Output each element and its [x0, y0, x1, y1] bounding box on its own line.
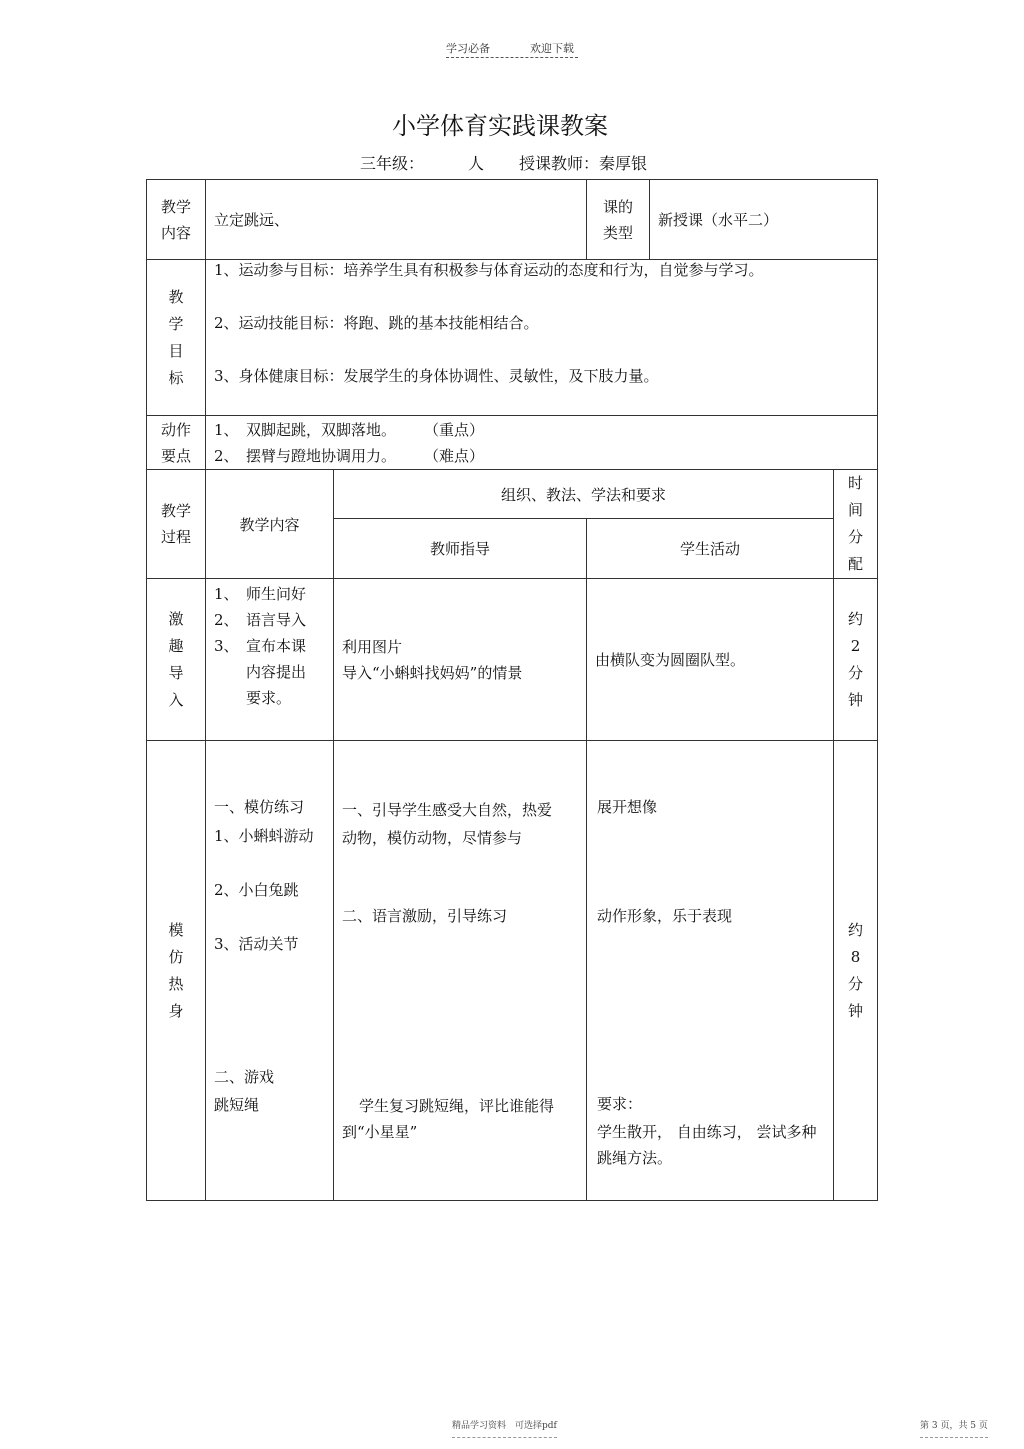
teacher-label: 授课教师：秦厚银 — [519, 154, 648, 173]
header-left-text: 学习必备 — [446, 42, 490, 55]
intro-item-3-text: 宣布本课内容提出要求。 — [246, 637, 307, 707]
stage-intro-time-cell — [834, 579, 878, 741]
type-value-cell — [650, 180, 878, 260]
warmup-student-p1: 展开想像 — [597, 798, 658, 816]
stage-intro-content-cell — [206, 579, 334, 741]
warmup-time-4: 钟 — [848, 1001, 864, 1020]
warmup-teacher-p2: 二、语言激励，引导练习 — [342, 907, 508, 925]
header-right-text: 欢迎下载 — [530, 42, 574, 55]
type-label: 课的类型 — [603, 197, 634, 242]
keypoint-2 — [214, 443, 877, 469]
col-time-header-cell — [834, 470, 878, 579]
row-stage-warmup — [147, 741, 878, 1201]
footer-right-rule — [920, 1437, 988, 1438]
keypoints-cell — [206, 416, 878, 470]
footer-left — [452, 1418, 557, 1438]
intro-time-2: 2 — [850, 636, 861, 655]
intro-item-3-num: 3、 — [214, 637, 239, 655]
intro-item-1-num: 1、 — [214, 585, 239, 603]
type-label-cell — [587, 180, 650, 260]
warmup-student-p3-body: 学生散开， 自由练习， 尝试多种跳绳方法。 — [597, 1123, 817, 1167]
col-content-header: 教学内容 — [206, 470, 334, 579]
warmup-time-3: 分 — [848, 974, 864, 993]
col-student-header: 学生活动 — [587, 519, 834, 579]
keypoint-1-num: 1、 — [214, 420, 239, 439]
row-content — [147, 180, 878, 260]
header-dashed-rule — [446, 57, 578, 58]
keypoints-label-cell — [147, 416, 206, 470]
warmup-student-p2: 动作形象，乐于表现 — [597, 907, 733, 925]
type-value: 新授课（水平二） — [658, 211, 779, 229]
col-time-header: 时间分配 — [848, 474, 864, 573]
intro-item-3 — [206, 633, 333, 711]
warmup-item-1: 1、小蝌蚪游动 — [214, 827, 314, 845]
intro-item-2 — [206, 607, 333, 633]
warmup-teacher-p1: 一、引导学生感受大自然，热爱动物，模仿动物，尽情参与 — [342, 801, 553, 847]
content-value: 立定跳远、 — [214, 211, 290, 229]
keypoint-1-text: 双脚起跳，双脚落地。 — [246, 420, 397, 439]
intro-time-4: 钟 — [848, 690, 864, 709]
objective-3: 3、身体健康目标：发展学生的身体协调性、灵敏性，及下肢力量。 — [214, 367, 659, 385]
stage-intro-label-cell — [147, 579, 206, 741]
objectives-label-cell — [147, 260, 206, 416]
intro-item-2-text: 语言导入 — [246, 611, 307, 629]
footer-left-text: 精品学习资料 可选择pdf — [452, 1421, 557, 1431]
stage-warmup-student-cell — [587, 741, 834, 1201]
student-count-label: 人 — [468, 154, 485, 173]
keypoint-1 — [214, 417, 877, 443]
intro-item-1-text: 师生问好 — [246, 585, 307, 603]
intro-teacher-line-1: 利用图片 — [342, 637, 403, 656]
grade-label: 三年级： — [360, 154, 425, 173]
content-label: 教学内容 — [160, 197, 191, 242]
warmup-section-2: 二、游戏 — [214, 1068, 275, 1086]
intro-item-2-num: 2、 — [214, 611, 239, 629]
warmup-teacher-p3: 学生复习跳短绳，评比谁能得到“小星星” — [342, 1097, 555, 1141]
intro-time-1: 约 — [848, 609, 864, 628]
objective-1: 1、运动参与目标：培养学生具有积极参与体育运动的态度和行为，自觉参与学习。 — [214, 261, 764, 279]
col-teacher-header: 教师指导 — [334, 519, 587, 579]
content-label-cell — [147, 180, 206, 260]
objectives-cell — [206, 260, 878, 416]
row-keypoints — [147, 416, 878, 470]
row-objectives — [147, 260, 878, 416]
keypoint-2-text: 摆臂与蹬地协调用力。 — [246, 446, 397, 465]
lesson-plan-table — [146, 179, 878, 1201]
process-label: 教学过程 — [160, 502, 191, 546]
intro-item-1 — [206, 581, 333, 607]
keypoint-2-tag: （难点） — [424, 446, 485, 465]
warmup-section-1: 一、模仿练习 — [214, 798, 305, 816]
stage-warmup-time-cell — [834, 741, 878, 1201]
warmup-item-4: 跳短绳 — [214, 1096, 260, 1114]
footer-right — [920, 1418, 988, 1438]
warmup-item-2: 2、小白兔跳 — [214, 881, 299, 899]
stage-warmup-label-cell — [147, 741, 206, 1201]
stage-intro-student-cell — [587, 579, 834, 741]
stage-warmup-teacher-cell — [334, 741, 587, 1201]
content-value-cell — [206, 180, 587, 260]
document-subtitle — [360, 151, 647, 174]
stage-intro-teacher-cell — [334, 579, 587, 741]
objectives-label: 教学目标 — [168, 287, 184, 387]
warmup-time-2: 8 — [850, 947, 861, 966]
row-stage-intro — [147, 579, 878, 741]
warmup-student-p3-title: 要求： — [597, 1095, 643, 1113]
warmup-time-1: 约 — [848, 920, 864, 939]
stage-warmup-label: 模仿热身 — [168, 920, 184, 1020]
stage-warmup-content-cell — [206, 741, 334, 1201]
intro-student-text: 由横队变为圆圈队型。 — [595, 651, 746, 669]
col-org-header: 组织、教法、学法和要求 — [334, 470, 834, 519]
row-process-header — [147, 470, 878, 519]
footer-page-number: 第 3 页，共 5 页 — [920, 1421, 988, 1431]
stage-intro-label: 激趣导入 — [168, 609, 184, 709]
keypoints-label: 动作要点 — [160, 420, 191, 465]
keypoint-2-num: 2、 — [214, 446, 239, 465]
intro-teacher-line-2: 导入“小蝌蚪找妈妈”的情景 — [342, 663, 523, 682]
warmup-item-3: 3、活动关节 — [214, 935, 299, 953]
intro-time-3: 分 — [848, 663, 864, 682]
document-title: 小学体育实践课教案 — [392, 112, 608, 140]
objective-2: 2、运动技能目标：将跑、跳的基本技能相结合。 — [214, 314, 539, 332]
process-label-cell — [147, 470, 206, 579]
keypoint-1-tag: （重点） — [424, 420, 485, 439]
footer-left-rule — [452, 1437, 557, 1438]
